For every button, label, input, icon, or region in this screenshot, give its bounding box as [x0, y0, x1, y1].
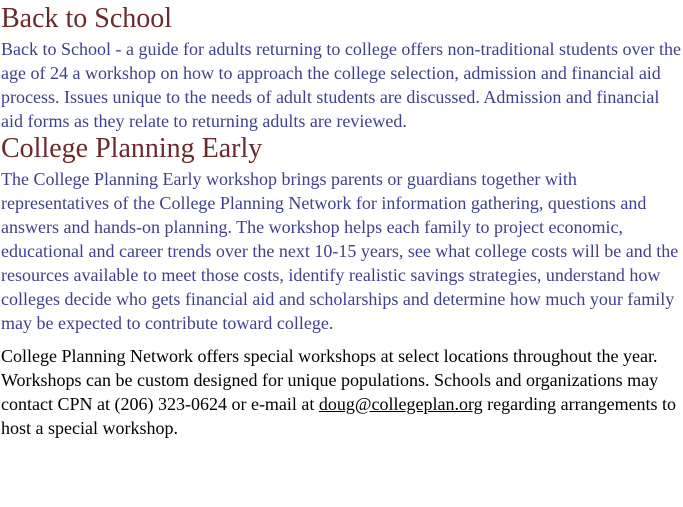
section-title-back-to-school: Back to School — [1, 3, 173, 34]
footer-paragraph — [1, 344, 683, 440]
footer-text-before: College Planning Network offers special workshops at select locations throughout the year. Workshops can be custom designed for unique populations. Schools and organizations may contact CPN at (206) 323-0624 or e-mail at — [1, 346, 659, 414]
email-link[interactable]: doug@collegeplan.org — [318, 394, 483, 414]
section-body-back-to-school: Back to School - a guide for adults returning to college offers non-traditional students over the age of 24 a workshop on how to approach the college selection, admission and financial aid process. Issues unique to the needs of adult students are discussed. Admission and financial aid forms as they relate to returning adults are reviewed. — [1, 39, 681, 131]
footer-text-after: regarding arrangements to host a special workshop. — [1, 394, 677, 438]
page-content — [0, 3, 683, 440]
section-title-college-planning-early: College Planning Early — [1, 133, 263, 164]
section-body-college-planning-early: The College Planning Early workshop brings parents or guardians together with representatives of the College Planning Network for information gathering, questions and answers and hands-on planning. The workshop helps each family to project economic, educational and career trends over the next 10-15 years, see what college costs will be and the resources available to meet those costs, identify realistic savings strategies, understand how colleges decide who gets financial aid and scholarships and determine how much your family may be expected to contribute toward college. — [1, 169, 679, 333]
